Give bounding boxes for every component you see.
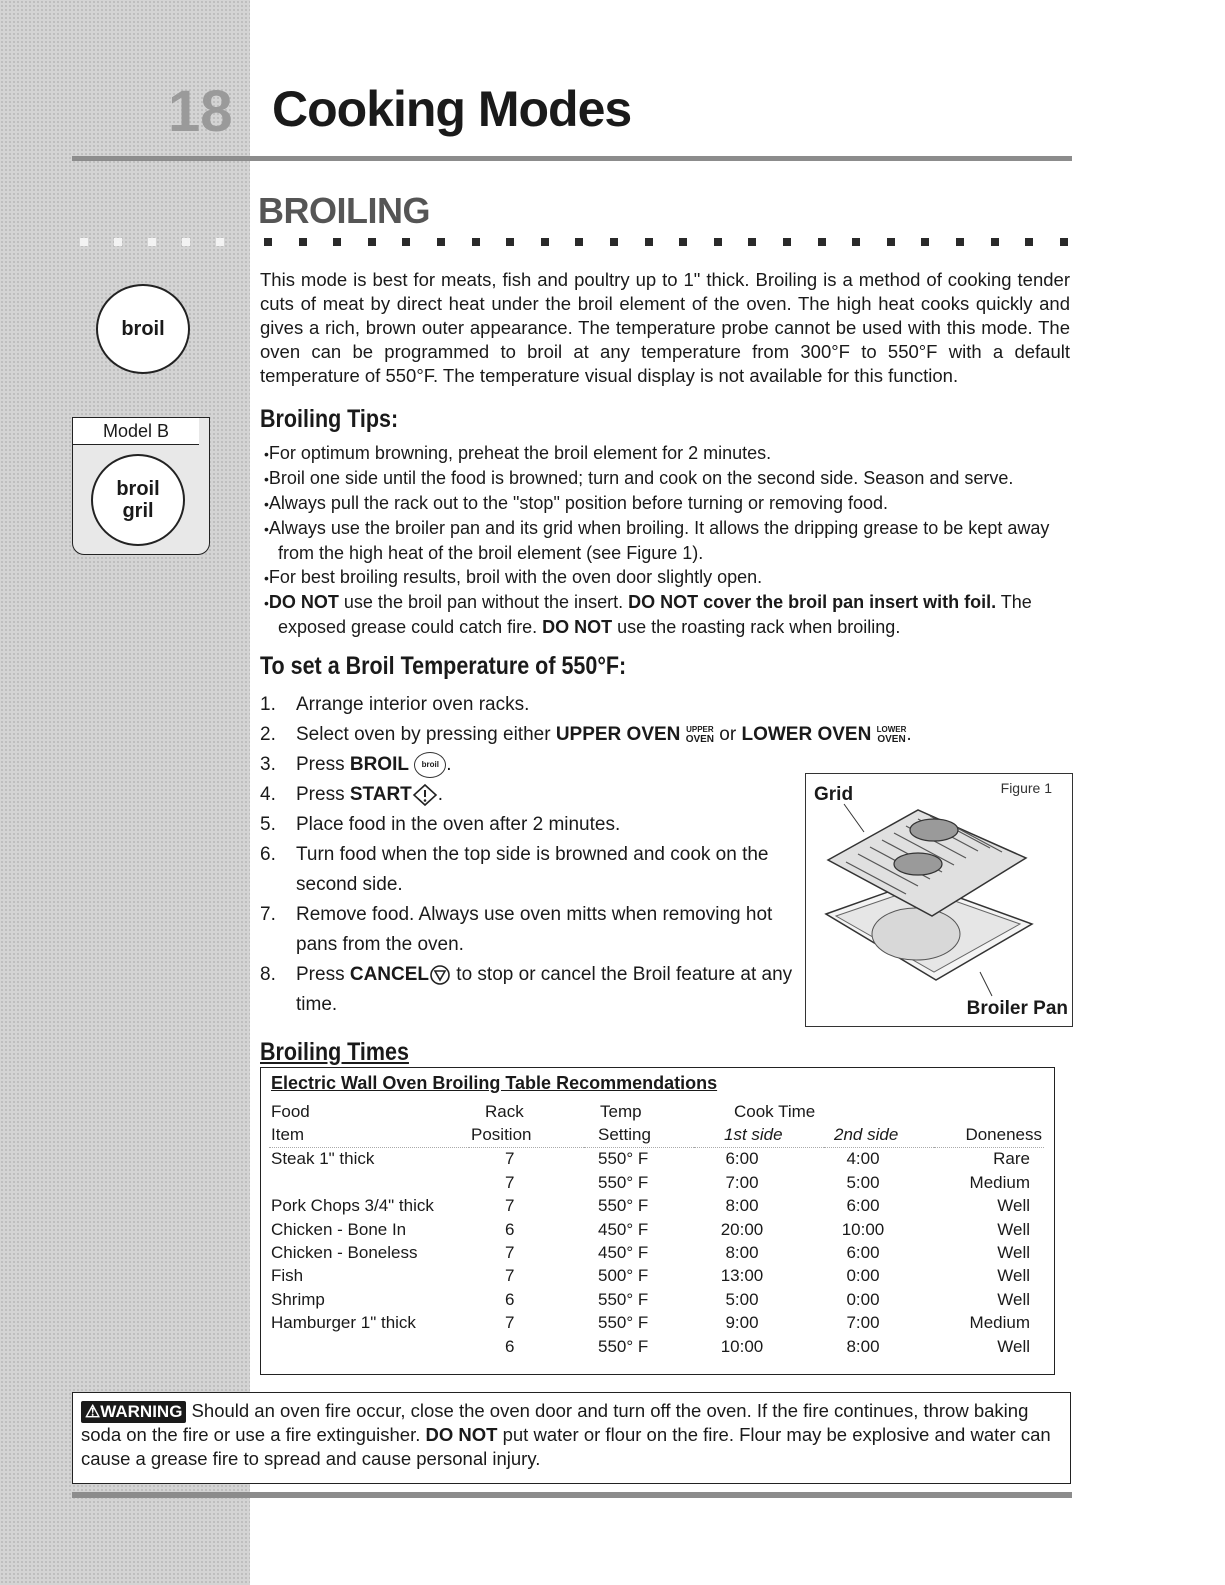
column-header: Setting <box>584 1123 694 1147</box>
broiler-pan-label: Broiler Pan <box>966 998 1068 1019</box>
divider-dot <box>714 238 722 246</box>
step-text: Arrange interior oven racks. <box>296 694 530 715</box>
broiling-table-box <box>260 1067 1055 1375</box>
column-header <box>934 1100 1044 1123</box>
warning-text <box>81 1399 1061 1471</box>
divider-dot <box>216 238 224 246</box>
table-header-row <box>269 1100 1044 1123</box>
grid-label: Grid <box>814 784 854 805</box>
table-cell: 550° F <box>598 1149 649 1169</box>
table-cell: 8:00 <box>846 1336 880 1356</box>
table-cell: Medium <box>969 1313 1030 1333</box>
table-cell: Well <box>997 1243 1030 1263</box>
table-cell: 7 <box>505 1266 515 1286</box>
table-cell: 550° F <box>598 1336 649 1356</box>
broiler-pan-illustration <box>806 774 1072 1026</box>
divider-dot <box>182 238 190 246</box>
column-header: Food <box>271 1101 310 1121</box>
divider-dot <box>748 238 756 246</box>
table-cell: 8:00 <box>725 1243 759 1263</box>
broil-button-label: broil <box>121 318 165 340</box>
warning-body: put water or flour on the fire. Flour may be explosive and water can cause a grease fire to spread and cause personal injury. <box>81 1424 1051 1469</box>
table-cell: Chicken - Bone In <box>271 1219 407 1239</box>
divider-dot <box>472 238 480 246</box>
column-header: 1st side <box>694 1123 824 1147</box>
step-item: 3. Press BROIL broil . <box>260 750 800 780</box>
step-text: to stop or cancel the Broil feature at any time. <box>296 964 793 1015</box>
table-cell: 7:00 <box>846 1313 880 1333</box>
table-title: Electric Wall Oven Broiling Table Recommendations <box>271 1073 718 1093</box>
table-cell: 7 <box>505 1243 515 1263</box>
table-cell: 7 <box>505 1172 515 1192</box>
page-number: 18 <box>168 79 233 144</box>
tip-item: • Broil one side until the food is browned; turn and cook on the second side. Season and serve. <box>262 466 1077 491</box>
step-item: 8. Press CANCEL to stop or cancel the Broil feature at any time. <box>260 964 793 1015</box>
figure-caption: Figure 1 <box>1000 780 1052 796</box>
header-rule <box>72 156 1072 161</box>
do-not-emphasis: DO NOT <box>268 592 339 612</box>
divider-dot <box>818 238 826 246</box>
lower-oven-keyword: LOWER OVEN <box>741 724 872 745</box>
table-cell: Well <box>997 1196 1030 1216</box>
warning-triangle-icon: ⚠ <box>85 1402 101 1421</box>
divider-dot <box>645 238 653 246</box>
section-title: BROILING <box>258 190 430 231</box>
table-cell: 13:00 <box>720 1266 764 1286</box>
step-text: Press <box>296 754 350 775</box>
table-row <box>269 1218 1044 1241</box>
divider-dot <box>679 238 687 246</box>
warning-body: Should an oven fire occur, close the oven door and turn off the oven. If the fire continues, throw baking soda on the fire or use a fire extinguisher. <box>81 1400 1029 1445</box>
start-keyword: START <box>349 784 412 805</box>
divider-dot <box>1060 238 1068 246</box>
table-cell: 6:00 <box>846 1243 880 1263</box>
divider-dot <box>299 238 307 246</box>
tip-item: • Always pull the rack out to the "stop" position before turning or removing food. <box>262 491 1077 516</box>
step-item: 2. Select oven by pressing either UPPER OVEN UPPER OVEN or LOWER OVEN LOWER OVEN . <box>260 724 912 745</box>
broil-button-icon <box>96 284 190 374</box>
divider-dot <box>80 238 88 246</box>
table-cell: 450° F <box>598 1219 649 1239</box>
table-cell <box>269 1171 469 1194</box>
broiling-table <box>269 1100 1044 1358</box>
table-cell: Well <box>997 1266 1030 1286</box>
table-cell: Pork Chops 3/4" thick <box>271 1196 434 1216</box>
table-row <box>269 1335 1044 1358</box>
model-b-box <box>72 417 210 555</box>
table-row <box>269 1241 1044 1264</box>
divider-dot <box>610 238 618 246</box>
tips-heading: Broiling Tips: <box>260 405 399 433</box>
step-text: or <box>714 724 742 745</box>
table-row <box>269 1195 1044 1218</box>
cover-warning-emphasis: DO NOT cover the broil pan insert with foil. <box>628 592 997 612</box>
divider-dot <box>368 238 376 246</box>
table-cell: Medium <box>969 1172 1030 1192</box>
divider-dot <box>541 238 549 246</box>
column-header: Position <box>469 1123 584 1147</box>
column-header: Rack <box>485 1101 524 1121</box>
column-header: Doneness <box>934 1123 1044 1147</box>
tip-item: • Always use the broiler pan and its grid when broiling. It allows the dripping grease to be kept away from the high heat of the broil element (see Figure 1). <box>262 516 1077 565</box>
upper-oven-key-icon: UPPER OVEN <box>685 724 715 745</box>
table-header-row <box>269 1123 1044 1147</box>
page-title: Cooking Modes <box>272 81 632 137</box>
table-cell: Hamburger 1" thick <box>271 1313 416 1333</box>
table-row <box>269 1312 1044 1335</box>
warning-badge <box>81 1401 186 1423</box>
table-cell: 9:00 <box>725 1313 759 1333</box>
table-cell: Well <box>997 1336 1030 1356</box>
step-text: Press <box>296 964 350 985</box>
divider-dot <box>1025 238 1033 246</box>
divider-dot <box>506 238 514 246</box>
divider-dot <box>783 238 791 246</box>
table-cell: Shrimp <box>271 1289 325 1309</box>
tip-item-warning <box>262 590 1077 639</box>
divider-dot <box>437 238 445 246</box>
steps-heading: To set a Broil Temperature of 550°F: <box>260 652 627 680</box>
table-cell: 550° F <box>598 1289 649 1309</box>
tip-text: use the roasting rack when broiling. <box>612 617 901 637</box>
step-text: Select oven by pressing either <box>296 724 556 745</box>
table-cell: 500° F <box>598 1266 649 1286</box>
table-cell: 6:00 <box>846 1196 880 1216</box>
intro-paragraph: This mode is best for meats, fish and poultry up to 1" thick. Broiling is a method of cooking tender cuts of meat by direct heat under the broil element of the oven. The high heat cooks quickly and gives a rich, brown outer appearance. The temperature probe cannot be used with this mode. The oven can be programmed to broil at any temperature from 300°F to 550°F with a default temperature of 550°F. The temperature visual display is not available for this function. <box>260 269 1070 386</box>
column-header: Item <box>269 1123 469 1147</box>
table-cell: 0:00 <box>846 1289 880 1309</box>
divider-dot <box>921 238 929 246</box>
divider-dot <box>991 238 999 246</box>
divider-dot <box>956 238 964 246</box>
warning-badge-label: WARNING <box>100 1402 183 1421</box>
divider-dot <box>575 238 583 246</box>
table-cell: 550° F <box>598 1172 649 1192</box>
step-item: 4. Press START . <box>260 784 444 805</box>
do-not-emphasis: DO NOT <box>425 1424 498 1445</box>
table-row <box>269 1147 1044 1171</box>
tip-item: • For best broiling results, broil with the oven door slightly open. <box>262 565 1077 590</box>
tip-text: use the broil pan without the insert. <box>338 592 629 612</box>
table-cell: 4:00 <box>846 1149 880 1169</box>
table-row <box>269 1171 1044 1194</box>
tips-list <box>262 441 1077 639</box>
table-cell: 6 <box>505 1336 515 1356</box>
model-label: Model B <box>73 418 199 445</box>
table-cell: 7 <box>505 1196 515 1216</box>
divider-dot <box>264 238 272 246</box>
step-item: 5. Place food in the oven after 2 minutes. <box>260 814 621 835</box>
upper-oven-keyword: UPPER OVEN <box>555 724 681 745</box>
broil-keyword: BROIL <box>349 754 409 775</box>
table-cell: 7 <box>505 1149 515 1169</box>
table-cell: Well <box>997 1219 1030 1239</box>
warning-box <box>72 1392 1071 1484</box>
step-item: 7. Remove food. Always use oven mitts when removing hot pans from the oven. <box>260 904 773 955</box>
table-cell: Well <box>997 1289 1030 1309</box>
divider-dot <box>402 238 410 246</box>
divider-dot <box>852 238 860 246</box>
table-cell: Fish <box>271 1266 304 1286</box>
divider-dot <box>148 238 156 246</box>
model-button-line1: broil <box>116 478 160 500</box>
broil-key-icon: broil <box>414 752 446 778</box>
table-cell: Steak 1" thick <box>271 1149 375 1169</box>
lower-oven-key-icon: LOWER OVEN <box>876 724 907 745</box>
sidebar-band <box>0 0 250 1585</box>
step-text: Place food in the oven after 2 minutes. <box>296 814 621 835</box>
table-cell: 6:00 <box>725 1149 759 1169</box>
table-cell <box>269 1335 469 1358</box>
table-cell: Rare <box>993 1149 1030 1169</box>
table-cell: 8:00 <box>725 1196 759 1216</box>
do-not-emphasis: DO NOT <box>542 617 613 637</box>
table-cell: 7:00 <box>725 1172 759 1192</box>
table-cell: 6 <box>505 1219 515 1239</box>
step-item: 6. Turn food when the top side is browned and cook on the second side. <box>260 844 769 895</box>
figure-broiler-pan <box>805 773 1073 1027</box>
step-text: Press <box>296 784 350 805</box>
table-cell: 7 <box>505 1313 515 1333</box>
tip-text: The exposed grease could catch fire. <box>278 592 1032 637</box>
column-header: Cook Time <box>734 1101 816 1121</box>
table-cell: 20:00 <box>720 1219 764 1239</box>
table-cell: Chicken - Boneless <box>271 1243 418 1263</box>
table-cell: 0:00 <box>846 1266 880 1286</box>
cancel-keyword: CANCEL <box>349 964 430 985</box>
times-heading: Broiling Times <box>260 1038 409 1066</box>
table-cell: 450° F <box>598 1243 649 1263</box>
table-cell: 550° F <box>598 1313 649 1333</box>
divider-dot <box>114 238 122 246</box>
start-key-icon <box>412 783 438 807</box>
table-cell: 10:00 <box>841 1219 885 1239</box>
cancel-key-icon <box>429 964 451 986</box>
step-text: Turn food when the top side is browned and cook on the second side. <box>296 844 769 895</box>
table-cell: 5:00 <box>725 1289 759 1309</box>
table-cell: 6 <box>505 1289 515 1309</box>
table-cell: 5:00 <box>846 1172 880 1192</box>
model-button-line2: gril <box>122 500 154 522</box>
column-header: Temp <box>600 1101 642 1121</box>
column-header: 2nd side <box>824 1123 934 1147</box>
divider-dot <box>333 238 341 246</box>
tip-item: • For optimum browning, preheat the broil element for 2 minutes. <box>262 441 1077 466</box>
footer-rule <box>72 1492 1072 1498</box>
table-row <box>269 1288 1044 1311</box>
table-cell: 550° F <box>598 1196 649 1216</box>
broil-gril-button-icon <box>91 454 185 546</box>
divider-dot <box>887 238 895 246</box>
table-cell: 10:00 <box>720 1336 764 1356</box>
step-item: 1. Arrange interior oven racks. <box>260 694 530 715</box>
step-text: Remove food. Always use oven mitts when removing hot pans from the oven. <box>296 904 773 955</box>
table-row <box>269 1265 1044 1288</box>
